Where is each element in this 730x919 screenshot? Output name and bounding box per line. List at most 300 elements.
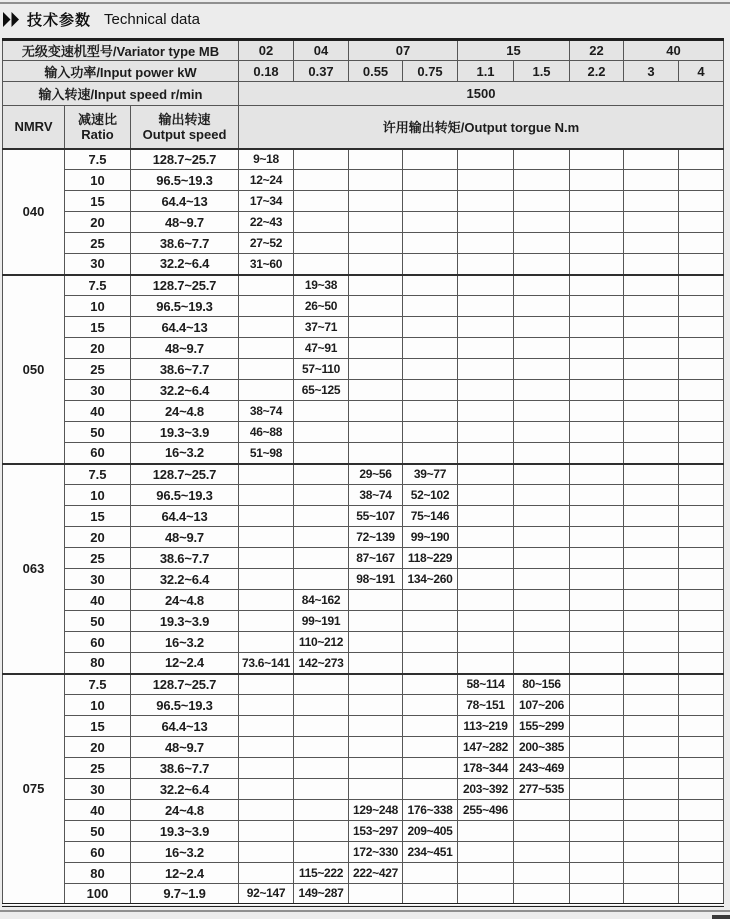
torque-cell xyxy=(403,779,458,800)
table-row xyxy=(3,401,724,422)
output-speed-cell: 19.3~3.9 xyxy=(131,611,239,632)
output-speed-cell: 96.5~19.3 xyxy=(131,296,239,317)
torque-cell: 178~344 xyxy=(458,758,514,779)
torque-cell: 99~191 xyxy=(294,611,349,632)
table-row xyxy=(3,632,724,653)
input-power-cell: 0.75 xyxy=(403,61,458,82)
torque-cell xyxy=(679,506,724,527)
torque-cell xyxy=(458,485,514,506)
torque-cell: 57~110 xyxy=(294,359,349,380)
torque-cell xyxy=(679,590,724,611)
torque-cell xyxy=(349,380,403,401)
torque-cell xyxy=(239,380,294,401)
torque-cell xyxy=(624,191,679,212)
torque-cell: 72~139 xyxy=(349,527,403,548)
torque-cell: 65~125 xyxy=(294,380,349,401)
torque-cell xyxy=(349,254,403,275)
ratio-cell: 7.5 xyxy=(65,464,131,485)
output-speed-cell: 64.4~13 xyxy=(131,191,239,212)
torque-cell xyxy=(679,695,724,716)
bottom-divider xyxy=(0,910,730,912)
torque-cell xyxy=(679,170,724,191)
output-speed-cell: 16~3.2 xyxy=(131,632,239,653)
torque-cell xyxy=(514,863,570,884)
torque-cell xyxy=(403,653,458,674)
torque-cell: 115~222 xyxy=(294,863,349,884)
torque-cell xyxy=(679,275,724,296)
output-speed-cell: 128.7~25.7 xyxy=(131,149,239,170)
torque-cell xyxy=(349,611,403,632)
torque-cell xyxy=(514,149,570,170)
ratio-cell: 25 xyxy=(65,359,131,380)
torque-cell xyxy=(458,464,514,485)
torque-cell xyxy=(458,317,514,338)
table-row xyxy=(3,590,724,611)
output-speed-cell: 12~2.4 xyxy=(131,863,239,884)
torque-cell xyxy=(679,821,724,842)
ratio-cell: 15 xyxy=(65,506,131,527)
torque-cell xyxy=(294,800,349,821)
table-row xyxy=(3,569,724,590)
torque-cell xyxy=(570,821,624,842)
output-speed-cell: 19.3~3.9 xyxy=(131,422,239,443)
torque-cell: 17~34 xyxy=(239,191,294,212)
table-row xyxy=(3,653,724,674)
torque-cell xyxy=(624,674,679,695)
ratio-cell: 20 xyxy=(65,527,131,548)
ratio-cell: 30 xyxy=(65,380,131,401)
output-speed-cell: 48~9.7 xyxy=(131,338,239,359)
input-speed-row xyxy=(3,82,724,106)
torque-cell xyxy=(570,653,624,674)
torque-cell xyxy=(679,527,724,548)
torque-cell xyxy=(514,170,570,191)
torque-cell xyxy=(570,212,624,233)
input-speed-label: 输入转速/Input speed r/min xyxy=(3,82,239,106)
torque-cell xyxy=(624,233,679,254)
page-title-en: Technical data xyxy=(104,11,200,28)
torque-cell xyxy=(349,653,403,674)
torque-cell xyxy=(570,674,624,695)
nmrv-column-header: NMRV xyxy=(3,106,65,149)
torque-cell xyxy=(294,485,349,506)
torque-cell xyxy=(679,191,724,212)
torque-cell xyxy=(679,212,724,233)
torque-cell xyxy=(570,422,624,443)
torque-cell xyxy=(570,779,624,800)
table-row xyxy=(3,464,724,485)
torque-cell xyxy=(349,632,403,653)
torque-cell xyxy=(624,443,679,464)
input-power-cell: 1.1 xyxy=(458,61,514,82)
ratio-cell: 100 xyxy=(65,884,131,905)
torque-cell xyxy=(403,254,458,275)
torque-cell xyxy=(294,443,349,464)
table-row xyxy=(3,149,724,170)
torque-cell xyxy=(458,548,514,569)
ratio-cell: 80 xyxy=(65,653,131,674)
ratio-cell: 7.5 xyxy=(65,149,131,170)
output-speed-label-zh: 输出转速 xyxy=(158,111,211,127)
torque-cell xyxy=(239,863,294,884)
torque-cell xyxy=(403,863,458,884)
table-row xyxy=(3,233,724,254)
torque-cell xyxy=(403,170,458,191)
table-row xyxy=(3,422,724,443)
torque-cell: 73.6~141 xyxy=(239,653,294,674)
ratio-cell: 50 xyxy=(65,422,131,443)
torque-cell xyxy=(349,191,403,212)
torque-cell xyxy=(403,674,458,695)
ratio-cell: 60 xyxy=(65,842,131,863)
table-row xyxy=(3,338,724,359)
torque-cell: 255~496 xyxy=(458,800,514,821)
variator-type-cell: 02 xyxy=(239,40,294,61)
torque-cell xyxy=(239,695,294,716)
torque-cell xyxy=(514,527,570,548)
technical-data-table xyxy=(2,38,724,907)
torque-cell xyxy=(403,590,458,611)
torque-cell xyxy=(458,653,514,674)
torque-cell xyxy=(403,737,458,758)
torque-cell: 12~24 xyxy=(239,170,294,191)
output-speed-cell: 48~9.7 xyxy=(131,527,239,548)
input-power-cell: 2.2 xyxy=(570,61,624,82)
torque-cell xyxy=(624,779,679,800)
torque-cell xyxy=(624,695,679,716)
torque-cell xyxy=(570,506,624,527)
torque-cell xyxy=(403,422,458,443)
torque-cell xyxy=(349,170,403,191)
variator-type-row xyxy=(3,40,724,61)
torque-cell xyxy=(514,443,570,464)
torque-cell xyxy=(458,842,514,863)
torque-cell xyxy=(239,821,294,842)
ratio-cell: 60 xyxy=(65,632,131,653)
torque-cell xyxy=(403,401,458,422)
torque-cell xyxy=(458,338,514,359)
torque-cell: 142~273 xyxy=(294,653,349,674)
table-row xyxy=(3,863,724,884)
torque-cell xyxy=(624,359,679,380)
torque-cell: 39~77 xyxy=(403,464,458,485)
torque-cell xyxy=(679,380,724,401)
variator-type-cell: 04 xyxy=(294,40,349,61)
torque-cell xyxy=(458,884,514,905)
torque-cell xyxy=(403,338,458,359)
torque-cell xyxy=(624,149,679,170)
ratio-column-header xyxy=(65,106,131,149)
torque-cell xyxy=(514,464,570,485)
ratio-cell: 30 xyxy=(65,569,131,590)
torque-cell xyxy=(514,233,570,254)
table-row xyxy=(3,170,724,191)
torque-cell xyxy=(679,800,724,821)
torque-cell xyxy=(458,401,514,422)
torque-cell xyxy=(514,380,570,401)
table-row xyxy=(3,842,724,863)
torque-cell xyxy=(349,779,403,800)
torque-cell xyxy=(624,632,679,653)
torque-cell xyxy=(514,653,570,674)
torque-cell xyxy=(570,149,624,170)
torque-cell xyxy=(679,737,724,758)
torque-cell xyxy=(239,674,294,695)
ratio-cell: 7.5 xyxy=(65,275,131,296)
torque-cell xyxy=(294,212,349,233)
torque-cell xyxy=(349,149,403,170)
ratio-label-zh: 减速比 xyxy=(77,111,117,127)
torque-cell xyxy=(294,548,349,569)
torque-cell: 31~60 xyxy=(239,254,294,275)
torque-cell: 203~392 xyxy=(458,779,514,800)
torque-cell xyxy=(570,233,624,254)
ratio-cell: 25 xyxy=(65,758,131,779)
torque-cell xyxy=(679,422,724,443)
variator-type-cell: 07 xyxy=(349,40,458,61)
torque-cell xyxy=(624,296,679,317)
ratio-cell: 20 xyxy=(65,737,131,758)
table-row xyxy=(3,380,724,401)
torque-cell xyxy=(514,422,570,443)
torque-cell xyxy=(624,653,679,674)
torque-cell xyxy=(514,191,570,212)
torque-cell xyxy=(458,569,514,590)
torque-cell xyxy=(570,485,624,506)
torque-cell xyxy=(458,632,514,653)
torque-cell xyxy=(570,716,624,737)
torque-cell xyxy=(514,800,570,821)
torque-cell: 47~91 xyxy=(294,338,349,359)
torque-cell xyxy=(570,464,624,485)
torque-cell xyxy=(239,527,294,548)
torque-cell xyxy=(570,590,624,611)
table-row xyxy=(3,254,724,275)
ratio-cell: 50 xyxy=(65,611,131,632)
ratio-cell: 40 xyxy=(65,590,131,611)
output-speed-cell: 48~9.7 xyxy=(131,737,239,758)
torque-cell xyxy=(403,275,458,296)
output-speed-cell: 32.2~6.4 xyxy=(131,779,239,800)
torque-cell: 234~451 xyxy=(403,842,458,863)
output-speed-cell: 38.6~7.7 xyxy=(131,359,239,380)
torque-cell xyxy=(514,485,570,506)
torque-cell xyxy=(514,296,570,317)
torque-cell xyxy=(570,842,624,863)
table-row xyxy=(3,884,724,905)
input-power-cell: 3 xyxy=(624,61,679,82)
torque-cell xyxy=(624,548,679,569)
torque-cell xyxy=(403,716,458,737)
torque-cell xyxy=(624,170,679,191)
torque-cell xyxy=(403,380,458,401)
torque-cell xyxy=(679,443,724,464)
torque-cell: 92~147 xyxy=(239,884,294,905)
torque-cell xyxy=(570,611,624,632)
torque-cell xyxy=(570,254,624,275)
table-body xyxy=(3,149,724,905)
ratio-cell: 50 xyxy=(65,821,131,842)
torque-cell: 29~56 xyxy=(349,464,403,485)
table-row xyxy=(3,695,724,716)
torque-cell xyxy=(239,569,294,590)
output-speed-cell: 64.4~13 xyxy=(131,716,239,737)
torque-cell xyxy=(458,212,514,233)
torque-cell xyxy=(624,569,679,590)
page-title-zh: 技术参数 xyxy=(27,12,92,29)
torque-cell xyxy=(514,611,570,632)
torque-cell xyxy=(624,422,679,443)
torque-cell xyxy=(294,233,349,254)
output-speed-cell: 38.6~7.7 xyxy=(131,548,239,569)
output-speed-cell: 19.3~3.9 xyxy=(131,821,239,842)
table-row xyxy=(3,212,724,233)
output-speed-cell: 64.4~13 xyxy=(131,317,239,338)
table-row xyxy=(3,485,724,506)
torque-cell xyxy=(624,275,679,296)
torque-cell xyxy=(679,254,724,275)
torque-cell xyxy=(570,632,624,653)
torque-cell xyxy=(349,443,403,464)
output-speed-cell: 32.2~6.4 xyxy=(131,254,239,275)
torque-cell xyxy=(570,443,624,464)
table-row xyxy=(3,275,724,296)
torque-cell: 110~212 xyxy=(294,632,349,653)
torque-cell xyxy=(294,695,349,716)
torque-cell: 277~535 xyxy=(514,779,570,800)
torque-cell xyxy=(570,401,624,422)
output-speed-cell: 38.6~7.7 xyxy=(131,758,239,779)
torque-cell xyxy=(294,464,349,485)
table-row xyxy=(3,800,724,821)
torque-cell xyxy=(624,254,679,275)
output-speed-cell: 128.7~25.7 xyxy=(131,275,239,296)
torque-cell: 38~74 xyxy=(349,485,403,506)
section-title xyxy=(3,9,200,30)
output-speed-cell: 48~9.7 xyxy=(131,212,239,233)
torque-cell: 107~206 xyxy=(514,695,570,716)
ratio-cell: 20 xyxy=(65,212,131,233)
torque-cell xyxy=(458,422,514,443)
input-power-row xyxy=(3,61,724,82)
torque-cell xyxy=(679,233,724,254)
torque-cell xyxy=(239,779,294,800)
torque-cell xyxy=(294,737,349,758)
torque-cell xyxy=(294,401,349,422)
torque-cell xyxy=(403,758,458,779)
torque-cell xyxy=(239,338,294,359)
torque-cell xyxy=(294,170,349,191)
torque-cell xyxy=(570,380,624,401)
table-row xyxy=(3,548,724,569)
ratio-cell: 15 xyxy=(65,716,131,737)
torque-cell xyxy=(624,737,679,758)
torque-cell xyxy=(679,464,724,485)
torque-cell xyxy=(403,359,458,380)
torque-cell xyxy=(514,254,570,275)
torque-cell xyxy=(349,296,403,317)
output-speed-cell: 16~3.2 xyxy=(131,443,239,464)
torque-cell xyxy=(294,716,349,737)
input-power-cell: 0.37 xyxy=(294,61,349,82)
output-speed-column-header xyxy=(131,106,239,149)
output-speed-cell: 32.2~6.4 xyxy=(131,569,239,590)
output-speed-cell: 24~4.8 xyxy=(131,401,239,422)
torque-cell xyxy=(514,506,570,527)
torque-cell xyxy=(239,737,294,758)
output-speed-cell: 128.7~25.7 xyxy=(131,674,239,695)
torque-cell xyxy=(624,485,679,506)
torque-cell: 58~114 xyxy=(458,674,514,695)
torque-cell: 134~260 xyxy=(403,569,458,590)
torque-cell xyxy=(349,233,403,254)
torque-cell xyxy=(570,695,624,716)
table-row xyxy=(3,527,724,548)
torque-cell xyxy=(679,674,724,695)
ratio-cell: 30 xyxy=(65,254,131,275)
torque-cell xyxy=(570,884,624,905)
torque-cell xyxy=(570,800,624,821)
torque-cell xyxy=(349,401,403,422)
torque-cell xyxy=(294,674,349,695)
torque-cell xyxy=(570,758,624,779)
torque-cell xyxy=(624,758,679,779)
torque-cell: 155~299 xyxy=(514,716,570,737)
ratio-cell: 25 xyxy=(65,233,131,254)
torque-cell xyxy=(514,275,570,296)
torque-cell xyxy=(349,884,403,905)
model-cell: 050 xyxy=(3,275,65,464)
torque-cell xyxy=(239,464,294,485)
torque-cell xyxy=(624,527,679,548)
ratio-cell: 10 xyxy=(65,695,131,716)
table-row xyxy=(3,191,724,212)
output-speed-cell: 16~3.2 xyxy=(131,842,239,863)
ratio-cell: 10 xyxy=(65,170,131,191)
torque-cell xyxy=(514,590,570,611)
torque-cell xyxy=(239,590,294,611)
torque-cell xyxy=(349,317,403,338)
torque-cell xyxy=(403,443,458,464)
torque-cell xyxy=(294,821,349,842)
ratio-cell: 40 xyxy=(65,401,131,422)
torque-cell xyxy=(514,338,570,359)
torque-cell xyxy=(679,569,724,590)
ratio-cell: 15 xyxy=(65,317,131,338)
torque-cell xyxy=(349,674,403,695)
torque-cell xyxy=(624,821,679,842)
torque-cell xyxy=(624,590,679,611)
torque-cell xyxy=(570,296,624,317)
variator-type-cell: 15 xyxy=(458,40,570,61)
ratio-cell: 7.5 xyxy=(65,674,131,695)
torque-cell xyxy=(624,380,679,401)
torque-cell xyxy=(349,737,403,758)
torque-cell xyxy=(624,338,679,359)
torque-cell xyxy=(403,695,458,716)
torque-cell xyxy=(679,632,724,653)
torque-cell: 26~50 xyxy=(294,296,349,317)
torque-cell xyxy=(294,254,349,275)
torque-cell xyxy=(570,317,624,338)
torque-cell xyxy=(239,716,294,737)
torque-cell xyxy=(514,212,570,233)
torque-cell xyxy=(349,422,403,443)
torque-cell xyxy=(349,275,403,296)
torque-cell xyxy=(458,149,514,170)
torque-cell xyxy=(458,527,514,548)
torque-cell: 46~88 xyxy=(239,422,294,443)
